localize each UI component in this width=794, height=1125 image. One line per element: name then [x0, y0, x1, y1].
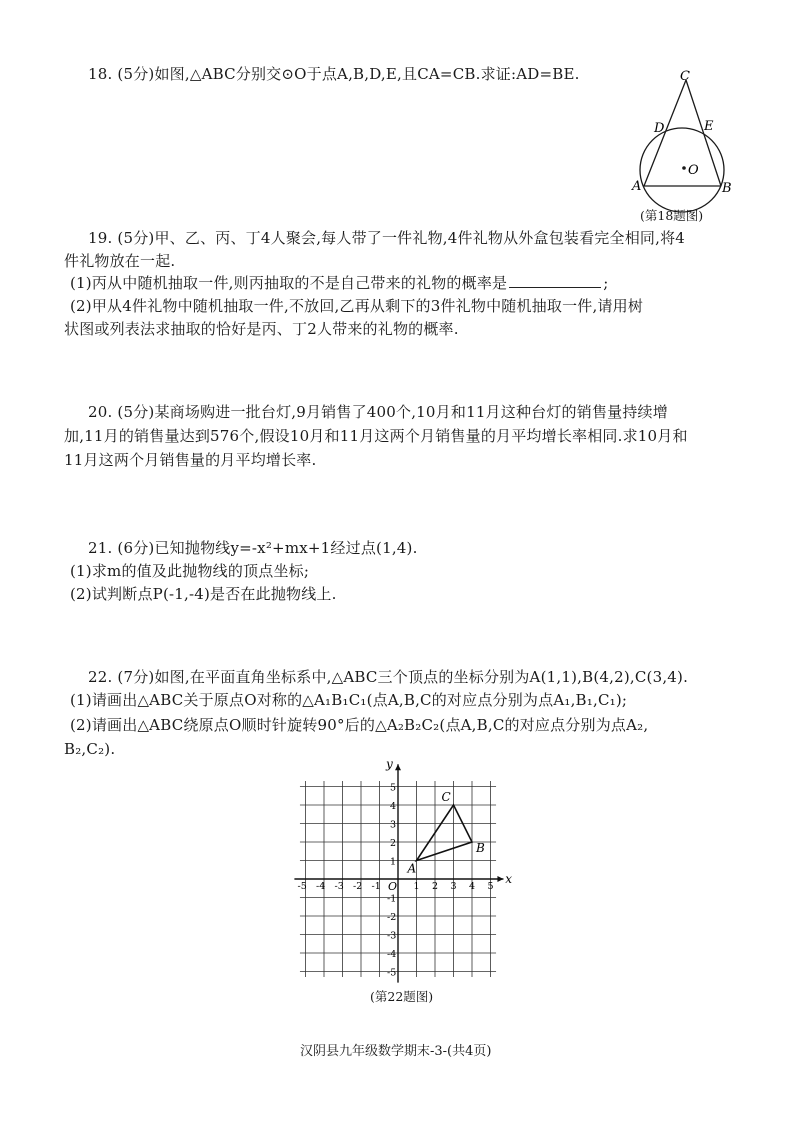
- point-label-c: C: [441, 790, 451, 804]
- q22-caption: (第22题图): [370, 989, 434, 1004]
- y-axis-label: y: [386, 758, 393, 771]
- q18-figure: [626, 68, 746, 218]
- q20-line1: 20. (5分)某商场购进一批台灯,9月销售了400个,10月和11月这种台灯的销售量持续增: [88, 403, 668, 421]
- q22-line3: (2)请画出△ABC绕原点O顺时针旋转90°后的△A₂B₂C₂(点A,B,C的对应点分别为点A₂,: [70, 716, 649, 734]
- q21-line3: (2)试判断点P(-1,-4)是否在此抛物线上.: [70, 585, 337, 603]
- x-tick-label: 3: [450, 881, 457, 892]
- q19-line5: 状图或列表法求抽取的恰好是丙、丁2人带来的礼物的概率.: [64, 320, 459, 338]
- label-c: C: [680, 69, 690, 84]
- y-tick-label: 3: [390, 819, 397, 831]
- label-d: D: [654, 121, 665, 136]
- x-tick-label: 1: [413, 881, 420, 892]
- center-dot: [682, 166, 686, 170]
- x-axis-arrow: [497, 876, 503, 882]
- y-tick-label: -2: [387, 912, 397, 923]
- x-tick-label: 5: [487, 881, 494, 892]
- x-tick-label: 2: [432, 881, 439, 892]
- label-o: O: [688, 163, 699, 178]
- x-tick-label: -3: [334, 881, 344, 892]
- coordinate-grid: [292, 758, 512, 984]
- line-ca: [644, 80, 686, 186]
- q19-line4: (2)甲从4件礼物中随机抽取一件,不放回,乙再从剩下的3件礼物中随机抽取一件,请用树: [70, 297, 644, 315]
- y-tick-label: -1: [387, 893, 397, 905]
- q21-line2: (1)求m的值及此抛物线的顶点坐标;: [70, 562, 310, 580]
- q19-line3: [70, 273, 608, 293]
- q21-line1: 21. (6分)已知抛物线y=-x²+mx+1经过点(1,4).: [88, 539, 418, 557]
- q20-line3: 11月这两个月销售量的月平均增长率.: [64, 451, 317, 469]
- origin-label: O: [388, 880, 398, 893]
- y-tick-label: -4: [387, 949, 397, 960]
- circle-o: [640, 128, 724, 212]
- q18-caption: (第18题图): [640, 208, 704, 223]
- q22-line4: B₂,C₂).: [64, 740, 116, 758]
- x-tick-label: -1: [371, 881, 381, 892]
- triangle-abc: [417, 805, 473, 861]
- label-b: B: [722, 181, 732, 196]
- point-label-b: B: [476, 841, 485, 855]
- q19-line3-end: ;: [603, 274, 609, 292]
- x-axis-label: x: [505, 872, 512, 886]
- q18-text: 18. (5分)如图,△ABC分别交⊙O于点A,B,D,E,且CA=CB.求证:AD=BE.: [88, 65, 580, 83]
- x-tick-label: -4: [316, 881, 326, 892]
- x-tick-label: -5: [297, 881, 307, 892]
- q22-line1: 22. (7分)如图,在平面直角坐标系中,△ABC三个顶点的坐标分别为A(1,1),B(4,2),C(3,4).: [88, 668, 689, 686]
- x-tick-label: 4: [469, 881, 476, 892]
- label-e: E: [704, 119, 714, 134]
- point-label-a: A: [407, 861, 417, 876]
- q19-line1: 19. (5分)甲、乙、丙、丁4人聚会,每人带了一件礼物,4件礼物从外盒包装看完全相同,将4: [88, 229, 686, 247]
- y-axis-arrow: [395, 764, 401, 770]
- y-tick-label: 4: [390, 801, 397, 812]
- x-tick-label: -2: [353, 881, 363, 892]
- y-tick-label: 5: [390, 782, 397, 794]
- y-tick-label: -5: [387, 967, 397, 979]
- page-footer: 汉阴县九年级数学期末-3-(共4页): [300, 1044, 492, 1059]
- q20-line2: 加,11月的销售量达到576个,假设10月和11月这两个月销售量的月平均增长率相同.求10月和: [64, 427, 688, 445]
- q19-line2: 件礼物放在一起.: [64, 252, 176, 270]
- label-a: A: [632, 179, 642, 194]
- y-tick-label: -3: [387, 930, 397, 942]
- q19-line3-text: (1)丙从中随机抽取一件,则丙抽取的不是自己带来的礼物的概率是: [70, 274, 508, 292]
- y-tick-label: 1: [390, 856, 397, 868]
- answer-blank[interactable]: [509, 273, 601, 288]
- y-tick-label: 2: [390, 838, 397, 849]
- q22-line2: (1)请画出△ABC关于原点O对称的△A₁B₁C₁(点A,B,C的对应点分别为点A₁,B₁,C₁);: [70, 691, 628, 709]
